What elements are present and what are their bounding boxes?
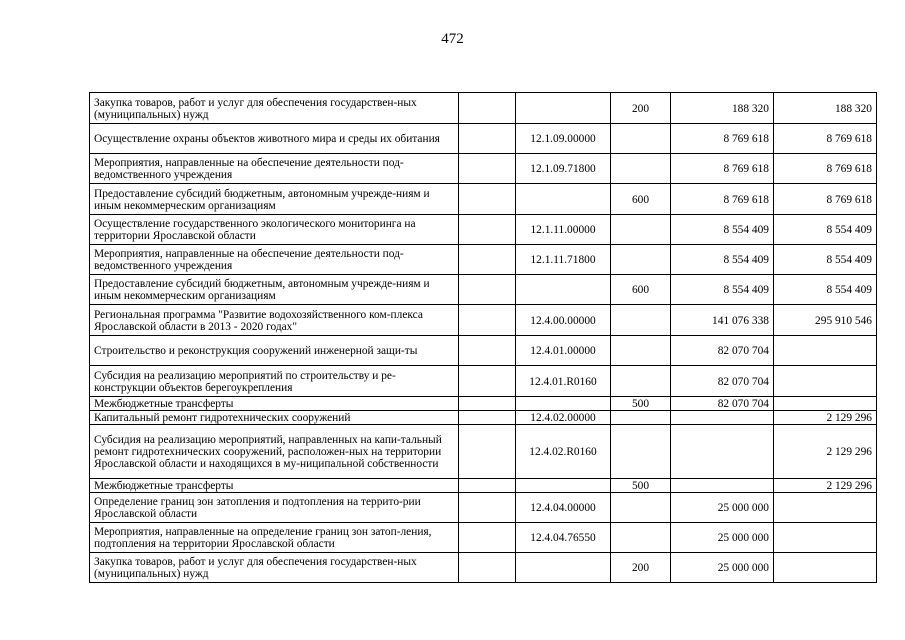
row-blank-cell <box>459 124 516 154</box>
row-blank-cell <box>459 305 516 336</box>
table-row <box>90 411 877 425</box>
row-code-cell: 12.4.04.76550 <box>516 523 611 553</box>
row-expense-type-cell <box>611 124 671 154</box>
row-blank-cell <box>459 493 516 523</box>
row-name-cell: Мероприятия, направленные на определение границ зон затоп-ления, подтопления на территории Ярославской области <box>90 523 459 553</box>
row-name-cell: Региональная программа "Развитие водохозяйственного ком-плекса Ярославской области в 2013 - 2020 годах" <box>90 305 459 336</box>
table-row <box>90 479 877 493</box>
table-row <box>90 124 877 154</box>
row-expense-type-cell: 600 <box>611 184 671 215</box>
row-amount-2-cell: 2 129 296 <box>774 425 877 479</box>
row-amount-2-cell: 2 129 296 <box>774 479 877 493</box>
row-code-cell: 12.1.11.00000 <box>516 215 611 245</box>
table-row <box>90 425 877 479</box>
row-name-cell: Строительство и реконструкция сооружений инженерной защи-ты <box>90 336 459 366</box>
row-blank-cell <box>459 425 516 479</box>
page-number: 472 <box>441 31 464 47</box>
row-name-cell: Капитальный ремонт гидротехнических сооружений <box>90 411 459 425</box>
budget-table <box>89 92 877 583</box>
row-name-cell: Закупка товаров, работ и услуг для обеспечения государствен-ных (муниципальных) нужд <box>90 93 459 124</box>
table-row <box>90 154 877 184</box>
row-expense-type-cell <box>611 215 671 245</box>
row-amount-1-cell <box>671 411 774 425</box>
row-code-cell <box>516 184 611 215</box>
table-row <box>90 366 877 397</box>
row-expense-type-cell <box>611 425 671 479</box>
table-row <box>90 523 877 553</box>
table-row <box>90 336 877 366</box>
row-name-cell: Межбюджетные трансферты <box>90 479 459 493</box>
row-expense-type-cell: 500 <box>611 479 671 493</box>
row-code-cell <box>516 553 611 583</box>
row-expense-type-cell <box>611 154 671 184</box>
row-amount-1-cell: 25 000 000 <box>671 493 774 523</box>
row-blank-cell <box>459 154 516 184</box>
row-amount-2-cell: 8 769 618 <box>774 124 877 154</box>
row-amount-1-cell: 82 070 704 <box>671 336 774 366</box>
row-code-cell: 12.4.02.R0160 <box>516 425 611 479</box>
row-amount-1-cell: 188 320 <box>671 93 774 124</box>
table-row <box>90 553 877 583</box>
row-blank-cell <box>459 366 516 397</box>
row-name-cell: Мероприятия, направленные на обеспечение деятельности под-ведомственного учреждения <box>90 245 459 275</box>
row-amount-2-cell <box>774 493 877 523</box>
row-amount-1-cell <box>671 425 774 479</box>
row-code-cell: 12.4.01.00000 <box>516 336 611 366</box>
row-name-cell: Определение границ зон затопления и подтопления на террито-рии Ярославской области <box>90 493 459 523</box>
row-code-cell: 12.1.09.71800 <box>516 154 611 184</box>
row-code-cell <box>516 397 611 411</box>
row-amount-1-cell: 8 554 409 <box>671 215 774 245</box>
row-amount-1-cell: 82 070 704 <box>671 366 774 397</box>
row-code-cell: 12.4.00.00000 <box>516 305 611 336</box>
row-amount-2-cell <box>774 366 877 397</box>
row-expense-type-cell <box>611 523 671 553</box>
row-amount-1-cell: 8 769 618 <box>671 124 774 154</box>
table-row <box>90 215 877 245</box>
row-amount-2-cell <box>774 336 877 366</box>
row-amount-1-cell: 25 000 000 <box>671 523 774 553</box>
row-amount-2-cell: 188 320 <box>774 93 877 124</box>
row-amount-1-cell: 8 769 618 <box>671 154 774 184</box>
row-amount-2-cell: 8 769 618 <box>774 184 877 215</box>
row-code-cell: 12.1.09.00000 <box>516 124 611 154</box>
row-name-cell: Осуществление государственного экологического мониторинга на территории Ярославской области <box>90 215 459 245</box>
row-expense-type-cell <box>611 493 671 523</box>
row-code-cell <box>516 479 611 493</box>
table-row <box>90 184 877 215</box>
row-expense-type-cell <box>611 411 671 425</box>
row-amount-1-cell <box>671 479 774 493</box>
row-expense-type-cell: 200 <box>611 93 671 124</box>
row-expense-type-cell <box>611 366 671 397</box>
row-amount-1-cell: 8 554 409 <box>671 245 774 275</box>
row-expense-type-cell: 600 <box>611 275 671 305</box>
row-name-cell: Осуществление охраны объектов животного мира и среды их обитания <box>90 124 459 154</box>
row-expense-type-cell <box>611 245 671 275</box>
row-name-cell: Предоставление субсидий бюджетным, автономным учрежде-ниям и иным некоммерческим организациям <box>90 275 459 305</box>
table-row <box>90 397 877 411</box>
row-expense-type-cell <box>611 336 671 366</box>
row-amount-1-cell: 141 076 338 <box>671 305 774 336</box>
table-row <box>90 275 877 305</box>
row-amount-2-cell: 295 910 546 <box>774 305 877 336</box>
row-expense-type-cell <box>611 305 671 336</box>
row-blank-cell <box>459 411 516 425</box>
row-amount-1-cell: 25 000 000 <box>671 553 774 583</box>
row-name-cell: Субсидия на реализацию мероприятий, направленных на капи-тальный ремонт гидротехнических сооружений, расположен-ных на территории Ярославской области и находящихся в му-ниципальной собственности <box>90 425 459 479</box>
table-row <box>90 245 877 275</box>
row-name-cell: Закупка товаров, работ и услуг для обеспечения государствен-ных (муниципальных) нужд <box>90 553 459 583</box>
row-amount-2-cell: 8 554 409 <box>774 245 877 275</box>
table-row <box>90 93 877 124</box>
row-blank-cell <box>459 553 516 583</box>
row-amount-1-cell: 82 070 704 <box>671 397 774 411</box>
row-blank-cell <box>459 184 516 215</box>
row-name-cell: Межбюджетные трансферты <box>90 397 459 411</box>
row-blank-cell <box>459 479 516 493</box>
row-code-cell: 12.4.01.R0160 <box>516 366 611 397</box>
row-name-cell: Предоставление субсидий бюджетным, автономным учрежде-ниям и иным некоммерческим организациям <box>90 184 459 215</box>
row-amount-1-cell: 8 554 409 <box>671 275 774 305</box>
row-code-cell: 12.4.04.00000 <box>516 493 611 523</box>
row-code-cell <box>516 275 611 305</box>
row-blank-cell <box>459 245 516 275</box>
table-row <box>90 305 877 336</box>
row-code-cell <box>516 93 611 124</box>
row-blank-cell <box>459 215 516 245</box>
row-expense-type-cell: 200 <box>611 553 671 583</box>
row-amount-2-cell: 2 129 296 <box>774 411 877 425</box>
row-blank-cell <box>459 523 516 553</box>
row-blank-cell <box>459 336 516 366</box>
row-blank-cell <box>459 397 516 411</box>
row-amount-2-cell: 8 554 409 <box>774 215 877 245</box>
row-amount-1-cell: 8 769 618 <box>671 184 774 215</box>
row-amount-2-cell: 8 554 409 <box>774 275 877 305</box>
row-code-cell: 12.1.11.71800 <box>516 245 611 275</box>
row-name-cell: Субсидия на реализацию мероприятий по строительству и ре-конструкции объектов берегоукрепления <box>90 366 459 397</box>
row-blank-cell <box>459 275 516 305</box>
row-blank-cell <box>459 93 516 124</box>
row-amount-2-cell: 8 769 618 <box>774 154 877 184</box>
row-name-cell: Мероприятия, направленные на обеспечение деятельности под-ведомственного учреждения <box>90 154 459 184</box>
table-row <box>90 493 877 523</box>
budget-table-body <box>90 93 877 583</box>
row-amount-2-cell <box>774 397 877 411</box>
row-amount-2-cell <box>774 553 877 583</box>
row-code-cell: 12.4.02.00000 <box>516 411 611 425</box>
row-expense-type-cell: 500 <box>611 397 671 411</box>
row-amount-2-cell <box>774 523 877 553</box>
